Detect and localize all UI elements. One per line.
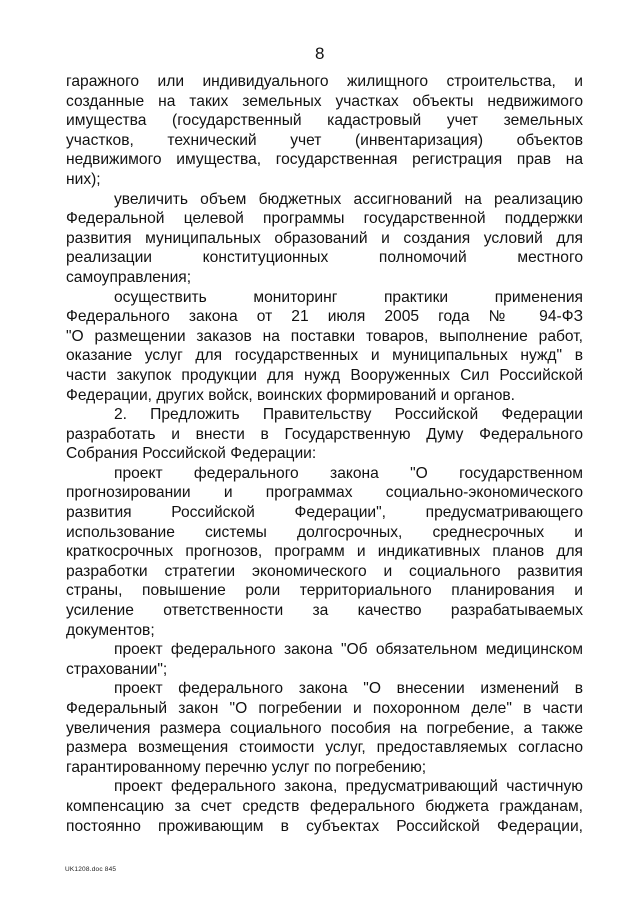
text-line: проект федерального закона "О государственном [114,464,583,482]
text-line: разработать и внести в Государственную Думу Федерального [66,425,583,443]
text-line: прогнозировании и программах социально-экономического [66,484,583,502]
text-line: гаражного или индивидуального жилищного строительства, и [66,73,583,90]
text-line: увеличить объем бюджетных ассигнований на реализацию [114,190,583,208]
text-line: гарантированному перечню услуг по погребению; [66,758,427,776]
text-line: самоуправления; [66,268,192,286]
paragraph [66,464,583,640]
text-line: проект федерального закона "О внесении изменений в [114,680,583,698]
text-line: недвижимого имущества, государственная регистрация прав на [66,151,583,169]
paragraph [66,679,583,777]
text-line: страховании"; [66,660,168,678]
text-line: Федеральной целевой программы государственной поддержки [66,210,583,228]
paragraph [66,190,583,288]
text-line: страны, повышение роли территориального планирования и [66,582,583,600]
text-line: проект федерального закона "Об обязательном медицинском [114,641,583,659]
text-line: них); [66,170,101,188]
text-line: развития муниципальных образований и создания условий для [66,229,583,247]
document-footer-filename: UK1208.doc 845 [65,866,117,873]
text-line: увеличения размера социального пособия на погребение, а также [66,719,583,737]
text-line: участков, технический учет (инвентаризация) объектов [66,131,583,149]
text-line: размера возмещения стоимости услуг, предоставляемых согласно [66,739,583,757]
text-line: "О размещении заказов на поставки товаров, выполнение работ, [66,327,583,345]
text-line: краткосрочных прогнозов, программ и индикативных планов для [66,543,583,561]
paragraph [66,405,583,464]
paragraph [66,640,583,679]
text-line: части закупок продукции для нужд Вооруженных Сил Российской [66,366,583,384]
paragraph [66,72,583,190]
text-line: проект федерального закона, предусматривающий частичную [114,778,583,796]
text-line: осуществить мониторинг практики применения [114,288,583,306]
text-line: использование системы долгосрочных, среднесрочных и [66,523,583,541]
document-body [66,72,583,836]
text-line: усиление ответственности за качество разрабатываемых [66,602,583,620]
text-line: разработки стратегии экономического и социального развития [66,562,583,580]
text-line: развития Российской Федерации", предусматривающего [66,504,583,522]
text-line: оказание услуг для государственных и муниципальных нужд" в [66,347,583,365]
paragraph [66,777,583,836]
text-line: Федеральный закон "О погребении и похоронном деле" в части [66,700,583,717]
text-line: Собрания Российской Федерации: [66,445,317,463]
text-line: имущества (государственный кадастровый учет земельных [66,112,583,130]
text-line: реализации конституционных полномочий местного [66,249,583,267]
text-line: постоянно проживающим в субъектах Российской Федерации, [66,817,583,835]
text-line: Федерального закона от 21 июля 2005 года № 94-ФЗ [66,308,583,326]
text-line: компенсацию за счет средств федерального бюджета гражданам, [66,797,583,815]
text-line: документов; [66,621,155,639]
text-line: 2. Предложить Правительству Российской Федерации [114,406,583,424]
text-line: Федерации, других войск, воинских формирований и органов. [66,386,515,404]
paragraph [66,288,583,406]
text-line: созданные на таких земельных участках объекты недвижимого [66,92,583,110]
page-number: 8 [315,44,325,63]
